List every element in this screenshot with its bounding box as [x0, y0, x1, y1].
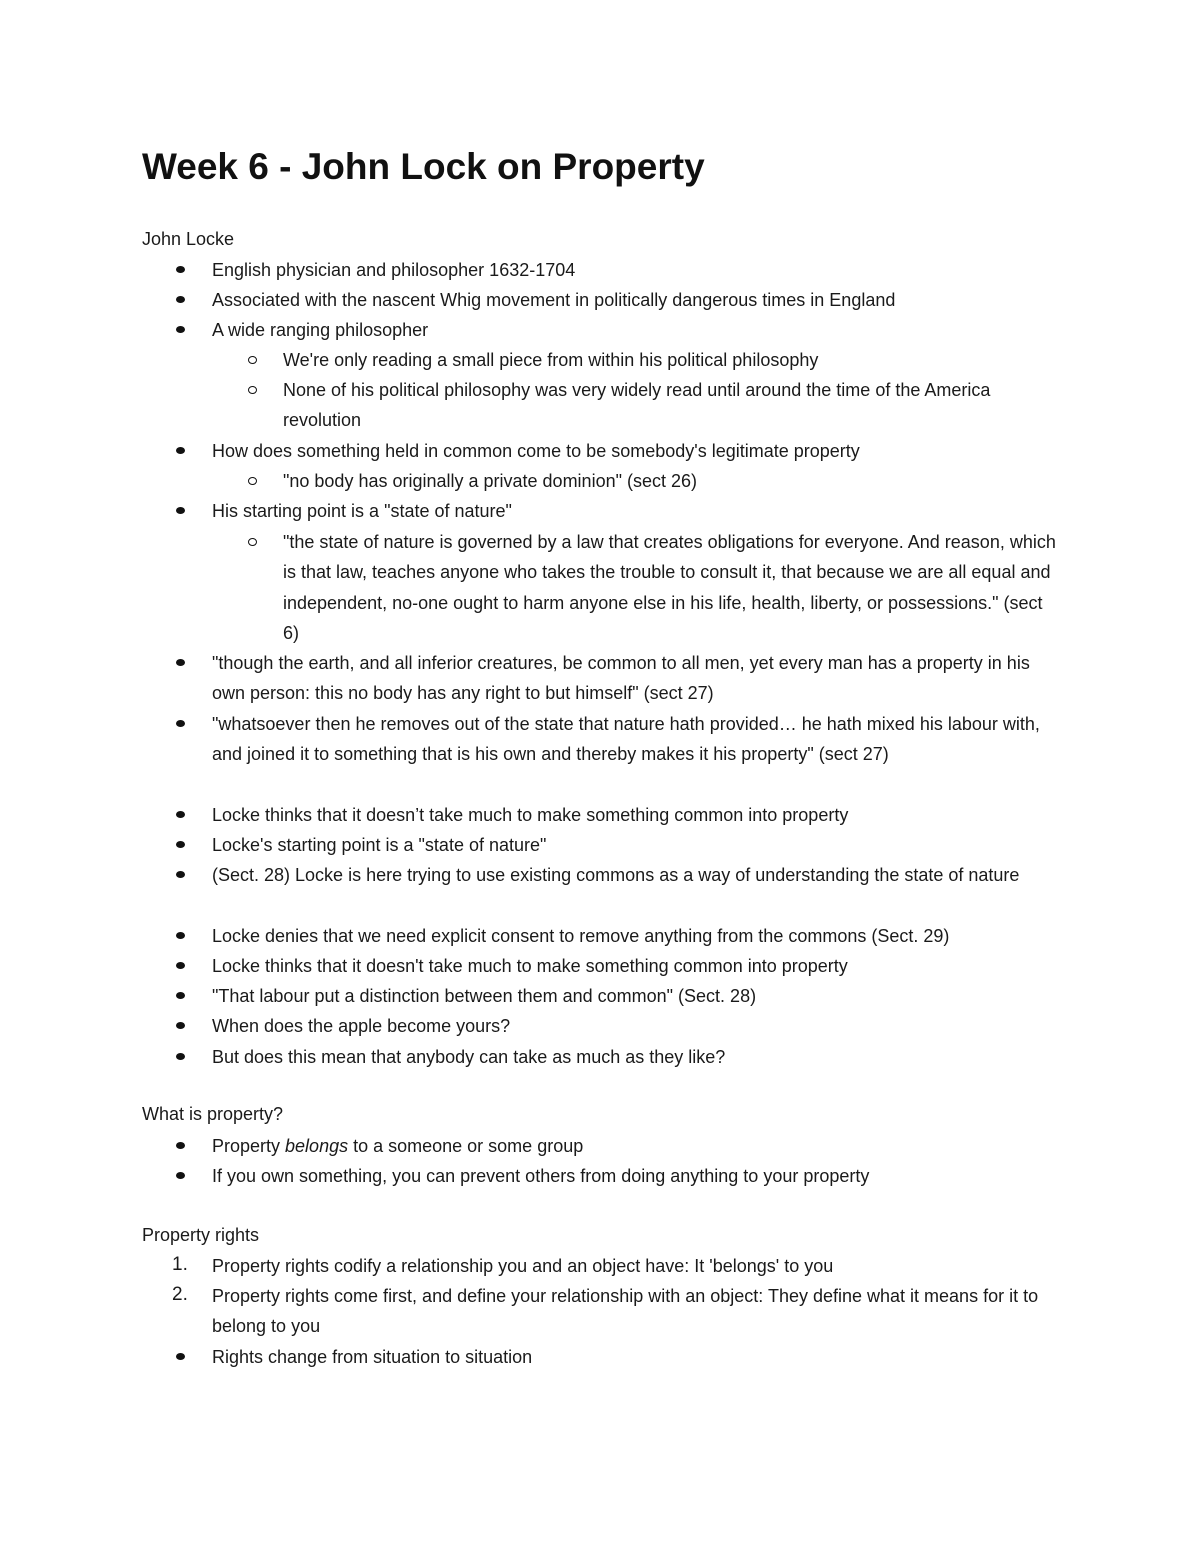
list-item: "whatsoever then he removes out of the state that nature hath provided… he hath mixed his labour with, and joined it to something that is his own and thereby makes it his property" (sect 27): [212, 714, 1040, 765]
sub-list-item: None of his political philosophy was very widely read until around the time of the America revolution: [283, 380, 991, 431]
sub-list-item: We're only reading a small piece from within his political philosophy: [283, 350, 819, 370]
bullet-icon: [176, 1142, 185, 1149]
section-heading-property-rights: Property rights: [142, 1225, 260, 1245]
list-item: "That labour put a distinction between them and common" (Sect. 28): [212, 986, 757, 1006]
sub-list-item: "no body has originally a private dominion" (sect 26): [283, 471, 697, 491]
bullet-icon: [176, 659, 185, 666]
list-item: Associated with the nascent Whig movement in politically dangerous times in England: [212, 290, 896, 310]
list-item: How does something held in common come to be somebody's legitimate property: [212, 441, 860, 461]
hollow-bullet-icon: [248, 538, 257, 546]
hollow-bullet-icon: [248, 386, 257, 394]
numbered-list-item: Property rights codify a relationship you and an object have: It 'belongs' to you: [212, 1256, 834, 1276]
list-item-text: Property: [212, 1136, 286, 1156]
list-item: But does this mean that anybody can take as much as they like?: [212, 1047, 726, 1067]
bullet-icon: [176, 266, 185, 273]
bullet-icon: [176, 811, 185, 818]
list-item: [212, 1131, 1062, 1161]
bullet-icon: [176, 296, 185, 303]
bullet-icon: [176, 871, 185, 878]
bullet-icon: [176, 1172, 185, 1179]
numbered-list-item: Property rights come first, and define your relationship with an object: They define what it means for it to belong to you: [212, 1286, 1039, 1337]
list-number: 2.: [172, 1284, 188, 1305]
bullet-icon: [176, 1353, 185, 1360]
bullet-icon: [176, 1022, 185, 1029]
list-item: When does the apple become yours?: [212, 1016, 511, 1036]
bullet-icon: [176, 841, 185, 848]
bullet-icon: [176, 962, 185, 969]
bullet-icon: [176, 720, 185, 727]
list-item-text: to a someone or some group: [348, 1136, 584, 1156]
sub-list-item: "the state of nature is governed by a law that creates obligations for everyone. And reason, which is that law, teaches anyone who takes the trouble to consult it, that because we are all equal and independent, no-one ought to harm anyone else in his life, health, liberty, or possessions." (sect 6): [283, 532, 1056, 643]
page-title: Week 6 - John Lock on Property: [142, 146, 705, 187]
list-item: His starting point is a "state of nature": [212, 501, 512, 521]
section-heading-what-is-property: What is property?: [142, 1104, 284, 1124]
list-number: 1.: [172, 1254, 188, 1275]
bullet-icon: [176, 932, 185, 939]
hollow-bullet-icon: [248, 477, 257, 485]
bullet-icon: [176, 1053, 185, 1060]
section-heading-john-locke: John Locke: [142, 229, 235, 249]
list-item: Rights change from situation to situation: [212, 1347, 533, 1367]
list-item: "though the earth, and all inferior creatures, be common to all men, yet every man has a property in his own person: this no body has any right to but himself" (sect 27): [212, 653, 1030, 704]
list-item: Locke thinks that it doesn’t take much to make something common into property: [212, 805, 849, 825]
list-item: Locke's starting point is a "state of nature": [212, 835, 547, 855]
bullet-icon: [176, 447, 185, 454]
bullet-icon: [176, 507, 185, 514]
bullet-icon: [176, 992, 185, 999]
list-item: Locke thinks that it doesn't take much to make something common into property: [212, 956, 848, 976]
hollow-bullet-icon: [248, 356, 257, 364]
list-item: A wide ranging philosopher: [212, 320, 429, 340]
emphasis-text: belongs: [285, 1136, 349, 1156]
list-item: If you own something, you can prevent others from doing anything to your property: [212, 1166, 870, 1186]
list-item: Locke denies that we need explicit consent to remove anything from the commons (Sect. 29): [212, 926, 950, 946]
list-item: English physician and philosopher 1632-1704: [212, 260, 576, 280]
list-item: (Sect. 28) Locke is here trying to use existing commons as a way of understanding the state of nature: [212, 865, 1020, 885]
bullet-icon: [176, 326, 185, 333]
